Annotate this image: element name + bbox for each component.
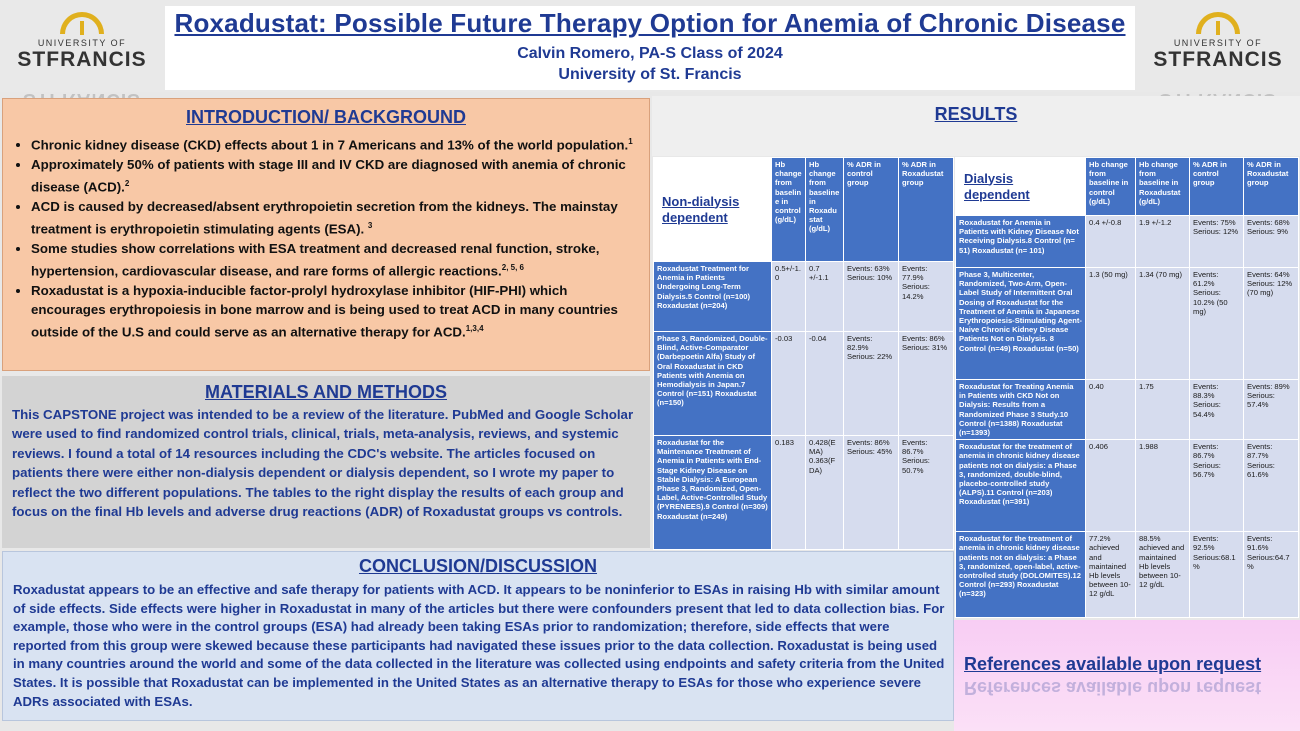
bullet-text: Some studies show correlations with ESA treatment and decreased renal function, stroke, hypertension, cardiovascular disease, and rare forms of allergic reactions. — [31, 240, 600, 279]
citation: 2 — [124, 179, 130, 189]
study-cell: Roxadustat for the Maintenance Treatment of Anemia in Patients with End-Stage Kidney Disease on Stable Dialysis: A European Phase 3, Randomized, Open-Label, Active-Controlled Study (PYRENEES).9 Control (n=309) Roxadustat (n=249) — [654, 436, 772, 550]
column-header: Hb change from baseline in Roxadustat (g/dL) — [806, 158, 844, 262]
column-header: Hb change from baseline in control (g/dL) — [1086, 158, 1136, 216]
logo-line2: STFRANCIS — [17, 48, 147, 71]
citation: 1 — [628, 137, 633, 146]
table-row — [956, 532, 1299, 618]
hb-roxa-cell: -0.04 — [806, 332, 844, 436]
university-logo-right — [1138, 6, 1298, 86]
list-item — [31, 132, 635, 155]
hb-control-cell: 0.183 — [772, 436, 806, 550]
methods-section — [2, 376, 650, 548]
university-logo-left — [2, 6, 162, 86]
non-dialysis-table — [653, 157, 954, 550]
adr-roxa-cell: Events: 77.9% Serious: 14.2% — [899, 262, 954, 332]
hb-control-cell: 0.5+/-1.0 — [772, 262, 806, 332]
hb-roxa-cell: 1.75 — [1136, 380, 1190, 440]
study-cell: Phase 3, Multicenter, Randomized, Two-Arm, Open-Label Study of Intermittent Oral Dosing of Roxadustat for the Treatment of Anemia in Japanese Erythropoiesis-Stimulating Agent-Naive Chronic Kidney Disease Patients Not on Dialysis. 8 Control (n=49) Roxadustat (n=50) — [956, 268, 1086, 380]
hb-roxa-cell: 0.7 +/-1.1 — [806, 262, 844, 332]
citation: 2, 5, 6 — [501, 263, 524, 273]
table-row — [654, 262, 954, 332]
references-reflection: References available upon request — [964, 678, 1262, 698]
conclusion-text: Roxadustat appears to be an effective and safe therapy for patients with ACD. It appears to be noninferior to ESAs in raising Hb with similar amount of side effects. Side effects were higher in Roxadustat in many of the articles but there were confounders present that led to data collection bias. For example, those who were in the control groups (ESA) had already been taking ESAs prior to randomization; therefore, side effects that were reported from this group were skewed because these participants had navigated these issues prior to the data collection. Roxadustat is being used in many countries around the world and some of the data collected in the literature was collected using endpoints and safety criteria from the United States. It is possible that Roxadustat can be implemented in the United States as an alternative therapy to ESAs for those who experience severe ADRs associated with ESAs. — [13, 582, 945, 709]
hb-control-cell: 1.3 (50 mg) — [1086, 268, 1136, 380]
list-item — [31, 197, 635, 239]
table-row — [956, 380, 1299, 440]
arch-icon — [60, 12, 104, 34]
column-header: Hb change from baseline in Roxadustat (g/dL) — [1136, 158, 1190, 216]
results-header — [652, 96, 1300, 156]
column-header: Hb change from baseline in control (g/dL) — [772, 158, 806, 262]
results-heading: RESULTS — [934, 104, 1018, 124]
hb-control-cell: 0.406 — [1086, 440, 1136, 532]
adr-control-cell: Events: 63% Serious: 10% — [844, 262, 899, 332]
affiliation-line: University of St. Francis — [558, 66, 742, 83]
table-row — [956, 216, 1299, 268]
adr-roxa-cell: Events: 86.7% Serious: 50.7% — [899, 436, 954, 550]
hb-roxa-cell: 88.5% achieved and maintained Hb levels between 10-12 g/dL — [1136, 532, 1190, 618]
bullet-text: Approximately 50% of patients with stage III and IV CKD are diagnosed with anemia of chronic disease (ACD). — [31, 156, 626, 195]
introduction-list — [3, 132, 649, 342]
study-cell: Roxadustat for Anemia in Patients with Kidney Disease Not Receiving Dialysis.8 Control (n= 51) Roxadustat (n= 101) — [956, 216, 1086, 268]
arch-icon — [1196, 12, 1240, 34]
methods-heading: MATERIALS AND METHODS — [205, 382, 447, 402]
study-cell: Phase 3, Randomized, Double-Blind, Active-Comparator (Darbepoetin Alfa) Study of Oral Roxadustat in CKD Patients with Anemia on Hemodialysis in Japan.7 Control (n=151) Roxadustat (n=150) — [654, 332, 772, 436]
bullet-text: Chronic kidney disease (CKD) effects about 1 in 7 Americans and 13% of the world population. — [31, 137, 629, 153]
introduction-section — [2, 98, 650, 371]
study-cell: Roxadustat Treatment for Anemia in Patients Undergoing Long-Term Dialysis.5 Control (n=100) Roxadustat (n=204) — [654, 262, 772, 332]
conclusion-heading: CONCLUSION/DISCUSSION — [358, 556, 598, 576]
dialysis-table — [955, 157, 1299, 618]
adr-control-cell: Events: 75% Serious: 12% — [1190, 216, 1244, 268]
poster-title: Roxadustat: Possible Future Therapy Option for Anemia of Chronic Disease — [174, 8, 1126, 38]
adr-control-cell: Events: 92.5% Serious:68.1% — [1190, 532, 1244, 618]
author-line: Calvin Romero, PA-S Class of 2024 — [517, 45, 783, 62]
column-header: % ADR in control group — [844, 158, 899, 262]
title-block — [165, 6, 1135, 90]
references-note: References available upon request — [964, 654, 1262, 674]
methods-text: This CAPSTONE project was intended to be a review of the literature. PubMed and Google Scholar were used to find randomized control trials, clinical, trials, meta-analysis, reviews, and systemic reviews. I found a total of 14 resources including the CDC's website. The articles focused on patients there were either non-dialysis dependent or dialysis dependent, so I wrote my paper to reflect the two different populations. The tables to the right display the results of each group and focus on the final Hb levels and adverse drug reactions (ADR) of Roxadustat groups vs controls. — [12, 407, 634, 520]
group-label: Dialysis dependent — [956, 158, 1086, 216]
adr-roxa-cell: Events: 86% Serious: 31% — [899, 332, 954, 436]
introduction-heading: INTRODUCTION/ BACKGROUND — [186, 107, 466, 127]
table-header-row — [956, 158, 1299, 216]
hb-roxa-cell: 1.34 (70 mg) — [1136, 268, 1190, 380]
adr-control-cell: Events: 86% Serious: 45% — [844, 436, 899, 550]
adr-control-cell: Events: 88.3% Serious: 54.4% — [1190, 380, 1244, 440]
list-item — [31, 155, 635, 197]
hb-control-cell: 0.40 — [1086, 380, 1136, 440]
hb-roxa-cell: 1.9 +/-1.2 — [1136, 216, 1190, 268]
table-row — [956, 268, 1299, 380]
bullet-text: Roxadustat is a hypoxia-inducible factor-prolyl hydroxylase inhibitor (HIF-PHI) which encourages erythropoiesis in bone marrow and is being used to treat ACD in many countries outside of the U.S and could serve as an alternative therapy for ACD. — [31, 282, 618, 340]
study-cell: Roxadustat for Treating Anemia in Patients with CKD Not on Dialysis: Results from a Randomized Phase 3 Study.10 Control (n=1388) Roxadustat (n=1393) — [956, 380, 1086, 440]
hb-control-cell: 77.2% achieved and maintained Hb levels between 10-12 g/dL — [1086, 532, 1136, 618]
citation: 3 — [367, 221, 373, 231]
table-header-row — [654, 158, 954, 262]
logo-line1: UNIVERSITY OF — [1173, 38, 1263, 48]
logo-line1: UNIVERSITY OF — [37, 38, 127, 48]
adr-roxa-cell: Events: 68% Serious: 9% — [1244, 216, 1299, 268]
conclusion-section — [2, 551, 954, 721]
hb-control-cell: 0.4 +/-0.8 — [1086, 216, 1136, 268]
column-header: % ADR in Roxadustat group — [899, 158, 954, 262]
adr-roxa-cell: Events: 89% Serious: 57.4% — [1244, 380, 1299, 440]
table-row — [654, 332, 954, 436]
logo-line2: STFRANCIS — [1153, 48, 1283, 71]
adr-roxa-cell: Events: 91.6% Serious:64.7% — [1244, 532, 1299, 618]
study-cell: Roxadustat for the treatment of anemia in chronic kidney disease patients not on dialysis: a Phase 3, randomized, open-label, active-controlled study (DOLOMITES).12 Control (n=293) Roxadustat (n=323) — [956, 532, 1086, 618]
column-header: % ADR in Roxadustat group — [1244, 158, 1299, 216]
citation: 1,3,4 — [465, 324, 484, 334]
adr-control-cell: Events: 86.7% Serious: 56.7% — [1190, 440, 1244, 532]
adr-control-cell: Events: 82.9% Serious: 22% — [844, 332, 899, 436]
column-header: % ADR in control group — [1190, 158, 1244, 216]
hb-roxa-cell: 1.988 — [1136, 440, 1190, 532]
group-label: Non-dialysis dependent — [654, 158, 772, 262]
list-item — [31, 239, 635, 281]
table-row — [956, 440, 1299, 532]
hb-roxa-cell: 0.428(EMA) 0.363(FDA) — [806, 436, 844, 550]
adr-roxa-cell: Events: 87.7% Serious: 61.6% — [1244, 440, 1299, 532]
adr-roxa-cell: Events: 64% Serious: 12% (70 mg) — [1244, 268, 1299, 380]
bullet-text: ACD is caused by decreased/absent erythropoietin secretion from the kidneys. The mainstay treatment is erythropoietin stimulating agents (ESA). — [31, 198, 618, 237]
list-item — [31, 281, 635, 342]
references-section — [954, 620, 1300, 731]
hb-control-cell: -0.03 — [772, 332, 806, 436]
study-cell: Roxadustat for the treatment of anemia in chronic kidney disease patients not on dialysis: a Phase 3, randomized, double-blind, placebo-controlled study (ALPS).11 Control (n=203) Roxadustat (n=391) — [956, 440, 1086, 532]
table-row — [654, 436, 954, 550]
adr-control-cell: Events: 61.2% Serious: 10.2% (50 mg) — [1190, 268, 1244, 380]
